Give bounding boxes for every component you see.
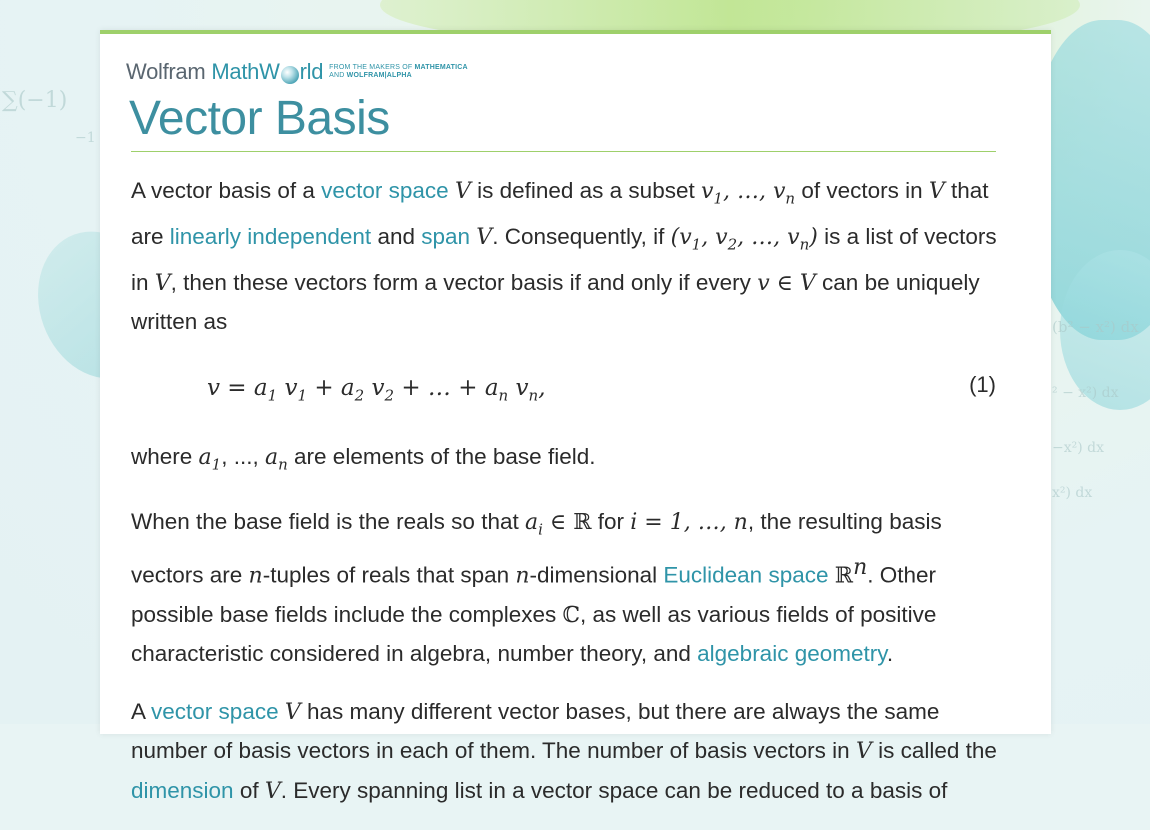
article-panel [100,30,1051,804]
logo-wolfram-text: Wolfram [126,59,206,84]
wolfram-mathworld-logo[interactable] [126,58,468,86]
background-decoration: −1 [75,130,96,146]
background-decoration: x²) dx [1052,485,1093,501]
paragraph: A vector space V has many different vector bases, but there are always the same number of basis vectors in each of them. The number of basis vectors in V is called the dimension of V. Every spanning list in a vector space can be reduced to a basis of [131,698,997,804]
link-algebraic-geometry[interactable]: algebraic geometry [697,641,887,667]
background-decoration: ² − x²) dx [1052,385,1119,401]
link-vector-space[interactable]: vector space [321,178,449,203]
globe-icon [281,66,299,84]
link-dimension[interactable]: dimension [131,777,234,803]
paragraph: A vector basis of a vector space V is defined as a subset $v_1$, …, $v_n$ of vectors in V that are linearly independent and span V. Consequently, if ($v_1$, $v_2$, …, $v_n$) is a list of vectors in V, then these vectors form a vector basis if and only if every v ∈ V can be uniquely written as [131,178,997,335]
background-decoration: ∑(−1) [2,88,68,113]
equation-body: $v = a_1$ $v_1 + a_2$ $v_2$ + … + $a_n$ $v_n$, [207,374,546,405]
link-vector-space[interactable]: vector space [151,698,279,724]
paragraph: When the base field is the reals so that $a_i$ ∈ ℝ for i = 1, …, n, the resulting basis vectors are n-tuples of reals that span n-dimensional Euclidean space ℝ$^n$. Other possible base fields include the complexes ℂ, as well as various fields of positive characteristic considered in algebra, number theory, and algebraic geometry. [131,508,942,667]
page-title: Vector Basis [129,92,390,145]
logo-tagline: FROM THE MAKERS OF MATHEMATICA AND WOLFRAM|ALPHA [329,64,468,79]
link-linearly-independent[interactable]: linearly independent [169,223,372,249]
background-decoration: −x²) dx [1052,440,1105,456]
link-span[interactable]: span [421,223,471,249]
link-euclidean-space[interactable]: Euclidean space [663,562,829,588]
article-body [131,172,1001,830]
paragraph: where $a_1$, ..., $a_n$ are elements of the base field. [131,443,596,474]
equation-number: (1) [969,371,996,397]
title-divider [131,151,996,152]
logo-mathworld-text: MathW rld [211,59,324,84]
background-decoration: (b² − x²) dx [1052,318,1139,336]
equation-1 [131,361,1001,419]
